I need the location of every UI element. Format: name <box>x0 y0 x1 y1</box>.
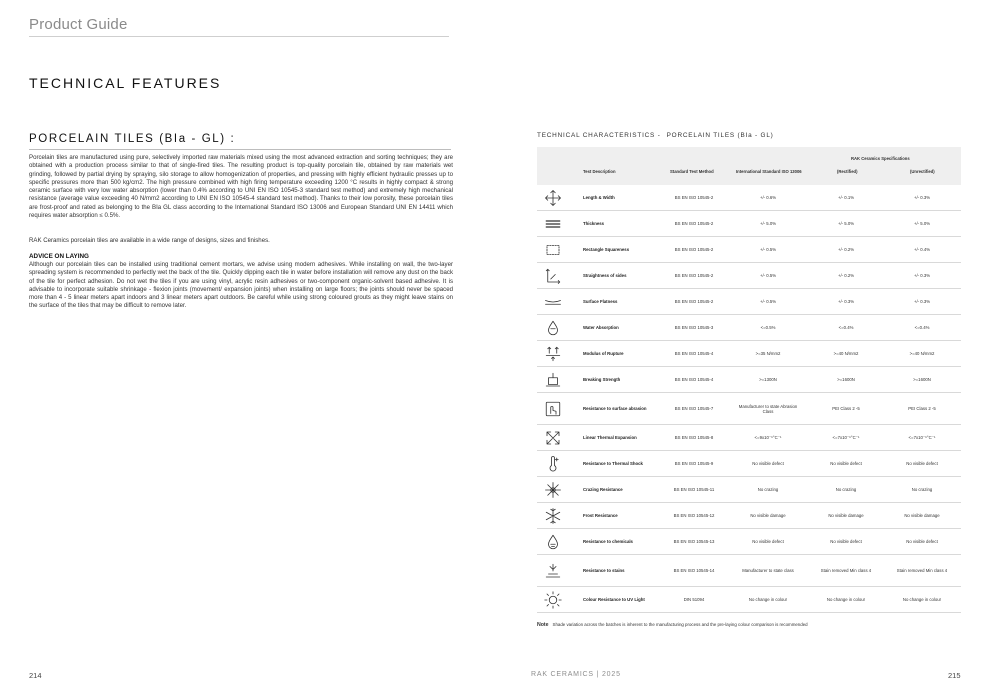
test-name: Water Absorption <box>583 325 619 330</box>
test-name: Resistance to chemicals <box>583 539 633 544</box>
intl-standard-value: <=0.5% <box>760 325 776 330</box>
unrectified-value: +/- 0.3% <box>913 299 931 304</box>
crazing-burst-icon <box>542 477 564 502</box>
porcelain-subtitle: PORCELAIN TILES (BIa - GL) : <box>29 133 236 145</box>
rectified-value: <=0.4% <box>838 325 854 330</box>
intl-standard-value: No crazing <box>757 487 779 492</box>
rectified-value: +/- 0.2% <box>837 273 855 278</box>
tech-heading-label: TECHNICAL CHARACTERISTICS - <box>537 132 661 139</box>
intl-standard-value: >=1300N <box>759 377 777 382</box>
test-name: Colour Resistance to UV Light <box>583 597 645 602</box>
footer-brand: RAK CERAMICS | 2025 <box>531 671 621 678</box>
rectified-value: No visible defect <box>830 539 862 544</box>
subtitle-divider <box>29 149 451 150</box>
table-row <box>537 367 961 393</box>
test-name: Length & Width <box>583 195 615 200</box>
table-body <box>537 185 961 613</box>
tech-characteristics-heading <box>537 132 774 139</box>
col-test-description: Test Description <box>583 169 616 174</box>
note-label: Note <box>537 622 549 628</box>
intl-standard-value: No visible defect <box>752 461 784 466</box>
intl-standard-value: <=9x10⁻⁶°C⁻¹ <box>754 434 782 440</box>
rectified-value: >=1600N <box>837 377 855 382</box>
test-method: BS EN ISO 10545-9 <box>674 461 714 466</box>
table-row <box>537 529 961 555</box>
rectified-value: PEI Class 2 -5 <box>832 406 860 411</box>
test-method: BS EN ISO 10545-7 <box>674 406 714 411</box>
test-method: BS EN ISO 10545-2 <box>674 273 714 278</box>
right-angle-icon <box>542 263 564 288</box>
chemical-drop-icon <box>542 529 564 554</box>
spec-table <box>537 147 961 613</box>
rectified-value: No visible defect <box>830 461 862 466</box>
test-method: BS EN ISO 10545-2 <box>674 221 714 226</box>
rectified-value: No change in colour <box>826 597 866 602</box>
unrectified-value: >=40 N/mm2 <box>909 351 935 356</box>
rectified-value: +/- 0.2% <box>837 247 855 252</box>
intl-standard-value: +/- 0.5% <box>759 273 777 278</box>
rectified-value: No crazing <box>835 487 857 492</box>
section-title: TECHNICAL FEATURES <box>29 75 222 91</box>
unrectified-value: No visible defect <box>906 461 938 466</box>
table-row <box>537 451 961 477</box>
col-rak-specifications: RAK Ceramics Specifications <box>851 156 910 161</box>
table-row <box>537 289 961 315</box>
unrectified-value: +/- 5.0% <box>913 221 931 226</box>
header-divider <box>29 36 449 37</box>
arrows-cross-icon <box>542 185 564 210</box>
test-method: BS EN ISO 10545-4 <box>674 377 714 382</box>
unrectified-value: No visible damage <box>904 513 940 518</box>
test-name: Straightness of sides <box>583 273 627 278</box>
page-number-left: 214 <box>29 671 42 680</box>
thermometer-icon <box>542 451 564 476</box>
test-name: Crazing Resistance <box>583 487 623 492</box>
intl-standard-value: +/- 0.5% <box>759 247 777 252</box>
unrectified-value: +/- 0.4% <box>913 247 931 252</box>
test-method: BS EN ISO 10545-11 <box>673 487 715 492</box>
unrectified-value: <=0.4% <box>914 325 930 330</box>
test-name: Thickness <box>583 221 605 226</box>
intl-standard-value: +/- 0.6% <box>759 195 777 200</box>
table-row <box>537 503 961 529</box>
unrectified-value: Stain removed Min class 4 <box>896 568 948 573</box>
table-header <box>537 147 961 185</box>
rectified-value: +/- 5.0% <box>837 221 855 226</box>
expansion-arrows-icon <box>542 425 564 450</box>
unrectified-value: No crazing <box>911 487 933 492</box>
intl-standard-value: +/- 5.0% <box>759 221 777 226</box>
test-method: BS EN ISO 10545-2 <box>674 247 714 252</box>
range-paragraph: RAK Ceramics porcelain tiles are available in a wide range of designs, sizes and finishes. <box>29 237 270 244</box>
unrectified-value: >=1600N <box>913 377 931 382</box>
col-rectified: (Rectified) <box>837 169 858 174</box>
table-row <box>537 425 961 451</box>
test-name: Frost Resistance <box>583 513 618 518</box>
intl-standard-value: >=35 N/mm2 <box>755 351 781 356</box>
test-name: Resistance to surface abrasion <box>583 406 647 411</box>
thickness-lines-icon <box>542 211 564 236</box>
test-method: BS EN ISO 10545-8 <box>674 435 714 440</box>
intl-standard-value: No visible defect <box>752 539 784 544</box>
test-method: BS EN ISO 10545-2 <box>674 195 714 200</box>
test-name: Modulus of Rupture <box>583 351 624 356</box>
advice-paragraph: Although our porcelain tiles can be installed using traditional cement mortars, we advise using modern adhesives. While installing on wall, the two-layer spreading system is recommended to perfectly wet the back of the tile. Quickly dipping each tile in water before installation will remove any dust on the back of the tile for perfect adhesion. Do not wet the tiles if you are using vinyl, acrylic resin adhesives or two-component organic-solvent based adhesive. It is advisable to incorporate suitable shrinkage - flexion joints (movement/ expansion joints) when installing on large floors; the joints should never be spaced more than 4 - 5 linear meters apart indoors and 3 linear meters apart outdoors. Be careful while using strong coloured grouts as they might leave stains on the surface of the tiles that may be difficult to remove later. <box>29 261 453 310</box>
intl-standard-value: Manufacturer to state Abrasion Class <box>738 403 798 414</box>
rectified-value: <=7x10⁻⁶°C⁻¹ <box>832 434 860 440</box>
table-row <box>537 237 961 263</box>
test-name: Breaking Strength <box>583 377 621 382</box>
intl-standard-value: No visible damage <box>750 513 786 518</box>
snowflake-icon <box>542 503 564 528</box>
test-name: Surface Flatness <box>583 299 618 304</box>
unrectified-value: <=7x10⁻⁶°C⁻¹ <box>908 434 936 440</box>
test-name: Resistance to Thermal Shock <box>583 461 643 466</box>
test-name: Rectangle Squareness <box>583 247 630 252</box>
sun-icon <box>542 587 564 612</box>
advice-heading: ADVICE ON LAYING <box>29 253 89 260</box>
table-row <box>537 185 961 211</box>
abrasion-hand-icon <box>542 393 564 424</box>
dashed-square-icon <box>542 237 564 262</box>
tech-heading-value: PORCELAIN TILES (BIa - GL) <box>666 132 774 139</box>
test-method: BS EN ISO 10545-3 <box>674 325 714 330</box>
intro-paragraph: Porcelain tiles are manufactured using pure, selectively imported raw materials mixed using the most advanced extraction and sorting techniques; they are obtained with a production process similar to that of single-fired tiles. The resulting product is top-quality porcelain tile, obtained by raw materials wet grinding, followed by partial drying by spraying, silo storage to allow homogenization of properties, and pressing with highly efficient hydraulic presses up to specific pressures more than 500 kg/cm2. The high pressure combined with high firing temperature exceeding 1200 °C results in highly compact & strong ceramic surface with very low water absorption (lower than 0.4% according to UNI EN ISO 10545-3 standard test method) and extremely high mechanical resistance (average value exceeding 40 N/mm2 according to UNI EN ISO 10545-4 standard test method). Thanks to their low porosity, these porcelain tiles are frost-proof and rated as belonging to the BIa GL class according to the International Standard ISO 13006 and European Standard UNI EN 14411 which requires water absorption ≤ 0.5%. <box>29 154 453 220</box>
test-method: BS EN ISO 10545-2 <box>674 299 714 304</box>
test-method: BS EN ISO 10545-12 <box>673 513 715 518</box>
page-number-right: 215 <box>948 671 961 680</box>
table-row <box>537 555 961 587</box>
unrectified-value: PEI Class 2 -5 <box>908 406 936 411</box>
test-name: Linear Thermal Expansion <box>583 435 637 440</box>
rectified-value: Stain removed Min class 4 <box>820 568 872 573</box>
table-row <box>537 477 961 503</box>
table-row <box>537 315 961 341</box>
rectified-value: No visible damage <box>828 513 864 518</box>
col-international-standard: International Standard ISO 13006 <box>736 169 802 174</box>
test-method: DIN 51094 <box>683 597 705 602</box>
test-method: BS EN ISO 10545-13 <box>673 539 715 544</box>
table-row <box>537 393 961 425</box>
intl-standard-value: Manufacturer to state class <box>742 568 794 573</box>
table-row <box>537 587 961 613</box>
unrectified-value: No change in colour <box>902 597 942 602</box>
unrectified-value: +/- 0.3% <box>913 273 931 278</box>
rectified-value: >=40 N/mm2 <box>833 351 859 356</box>
table-note <box>537 622 808 628</box>
intl-standard-value: No change in colour <box>748 597 788 602</box>
stain-icon <box>542 555 564 586</box>
intl-standard-value: +/- 0.5% <box>759 299 777 304</box>
water-drop-icon <box>542 315 564 340</box>
note-text: Shade variation across the batches is inherent to the manufacturing process and the pre-laying colour comparison is recommended <box>552 622 808 627</box>
rectified-value: +/- 0.3% <box>837 299 855 304</box>
table-row <box>537 263 961 289</box>
unrectified-value: +/- 0.3% <box>913 195 931 200</box>
unrectified-value: No visible defect <box>906 539 938 544</box>
test-name: Resistance to stains <box>583 568 625 573</box>
flat-surface-icon <box>542 289 564 314</box>
test-method: BS EN ISO 10545-4 <box>674 351 714 356</box>
table-row <box>537 341 961 367</box>
table-row <box>537 211 961 237</box>
test-method: BS EN ISO 10545-14 <box>673 568 715 573</box>
rupture-arrows-icon <box>542 341 564 366</box>
col-standard-method: Standard Test Method <box>670 169 714 174</box>
rectified-value: +/- 0.1% <box>837 195 855 200</box>
breaking-weight-icon <box>542 367 564 392</box>
col-unrectified: (Unrectified) <box>910 169 935 174</box>
guide-title: Product Guide <box>29 16 128 33</box>
